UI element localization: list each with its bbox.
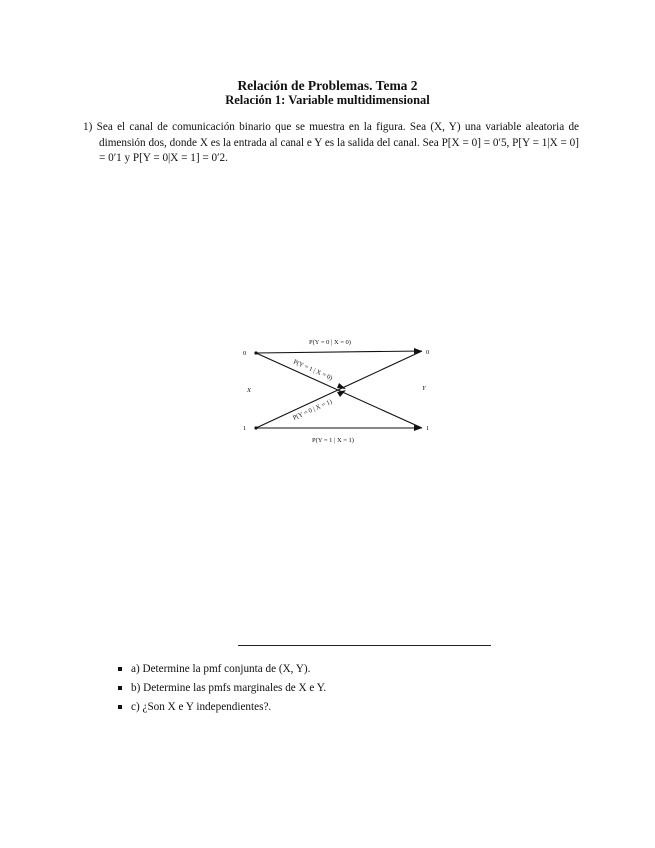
document-title: Relación de Problemas. Tema 2 bbox=[237, 78, 418, 93]
problem-line-2: aleatoria de dimensión dos, donde X es la entrada al canal e Y es la salida del canal. Sea bbox=[99, 121, 580, 149]
question-c: c) ¿Son X e Y independientes?. bbox=[131, 701, 272, 713]
bullet-icon bbox=[118, 686, 122, 690]
separator-line bbox=[238, 645, 491, 646]
output-label-1: 1 bbox=[426, 425, 430, 432]
question-list bbox=[118, 660, 326, 717]
problem-statement bbox=[83, 120, 579, 167]
output-label-0: 0 bbox=[426, 349, 430, 356]
input-node-0 bbox=[254, 351, 257, 354]
output-variable: Y bbox=[422, 385, 426, 392]
list-item bbox=[118, 698, 326, 717]
document-subtitle: Relación 1: Variable multidimensional bbox=[225, 93, 430, 107]
question-b: b) Determine las pmfs marginales de X e Y. bbox=[131, 682, 327, 694]
edge-top bbox=[256, 351, 422, 353]
list-item bbox=[118, 679, 326, 698]
input-node-1 bbox=[254, 426, 257, 429]
bullet-icon bbox=[118, 667, 122, 671]
input-label-0: 0 bbox=[243, 350, 247, 357]
label-bottom: P(Y = 1 | X = 1) bbox=[312, 437, 354, 444]
question-a: a) Determine la pmf conjunta de (X, Y). bbox=[131, 663, 311, 675]
list-item bbox=[118, 660, 326, 679]
problem-line-1: Sea el canal de comunicación binario que se muestra en la figura. Sea (X, Y) una variable bbox=[96, 121, 522, 133]
input-label-1: 1 bbox=[243, 425, 247, 432]
binary-channel-diagram bbox=[236, 332, 436, 452]
problem-number: 1) bbox=[83, 121, 93, 133]
label-cross-down: P(Y = 1 | X = 0) bbox=[292, 358, 334, 382]
arrow-head-cross-down bbox=[337, 383, 346, 389]
input-variable: X bbox=[247, 387, 251, 394]
problem-line-3: P[X = 0] = 0′5, P[Y = 1|X = 0] = 0′1 y P[Y = 0|X = 1] = 0′2. bbox=[99, 136, 580, 164]
label-cross-up: P(Y = 0 | X = 1) bbox=[291, 398, 334, 422]
bullet-icon bbox=[118, 705, 122, 709]
label-top: P(Y = 0 | X = 0) bbox=[309, 339, 351, 346]
